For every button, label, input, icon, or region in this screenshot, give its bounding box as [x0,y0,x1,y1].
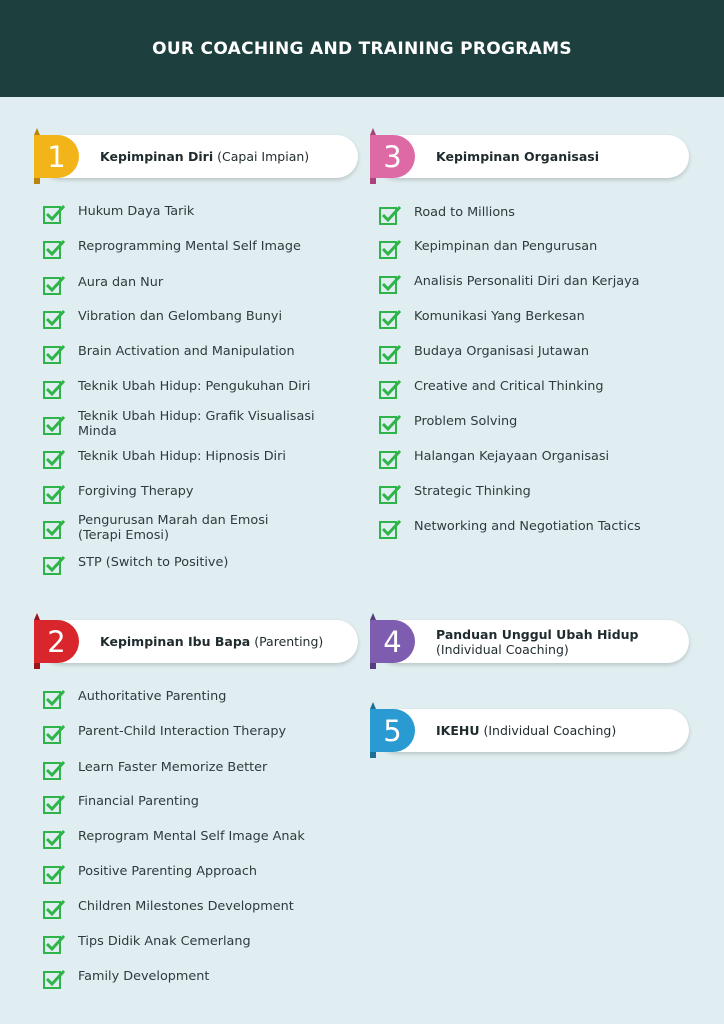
program-5-title-rest: (Individual Coaching) [479,723,617,738]
list-item-text: Forgiving Therapy [78,484,194,499]
badge-tail [370,178,376,184]
check-icon [43,275,65,295]
check-icon [379,379,401,399]
check-icon [379,484,401,504]
list-item [43,724,333,744]
check-icon [43,829,65,849]
list-item [43,689,333,709]
check-icon [43,309,65,329]
page-header [0,0,724,97]
badge-tail [370,663,376,669]
list-item [379,274,704,294]
program-2-title [100,620,350,663]
list-item [43,555,333,575]
badge-tab [34,128,40,135]
program-5-title-bold: IKEHU [436,723,480,738]
check-icon [43,934,65,954]
badge-tab [370,702,376,709]
badge-tab [370,613,376,620]
badge-tab [34,613,40,620]
list-item [43,829,333,849]
program-4-title [436,620,686,663]
list-item-text: Komunikasi Yang Berkesan [414,309,585,324]
check-icon [43,239,65,259]
list-item-text: Networking and Negotiation Tactics [414,519,641,534]
list-item-text: Positive Parenting Approach [78,864,258,879]
badge-tail [34,178,40,184]
program-3-number-badge: 3 [370,135,415,178]
list-item [43,379,333,399]
check-icon [379,205,401,225]
list-item-text: Hukum Daya Tarik [78,204,195,219]
list-item [43,484,333,504]
check-icon [43,689,65,709]
list-item-text: Financial Parenting [78,794,199,809]
list-item [43,760,333,780]
check-icon [43,415,65,435]
list-item [43,309,333,329]
list-item-text: Halangan Kejayaan Organisasi [414,449,610,464]
program-5-number-badge: 5 [370,709,415,752]
program-3-title [436,135,686,178]
check-icon [43,519,65,539]
check-icon [379,519,401,539]
program-4-title-bold: Panduan Unggul Ubah Hidup [436,626,639,642]
list-item [43,513,293,543]
program-1-number-badge: 1 [34,135,79,178]
program-1-title-rest: (Capai Impian) [213,149,310,164]
list-item-text: Reprogram Mental Self Image Anak [78,829,305,844]
list-item [43,934,333,954]
program-5-title [436,709,686,752]
list-item-text: Family Development [78,969,210,984]
list-item-text: Pengurusan Marah dan Emosi (Terapi Emosi) [78,513,269,543]
list-item-text: Budaya Organisasi Jutawan [414,344,590,359]
badge-tail [34,663,40,669]
list-item [43,969,333,989]
list-item-text: Children Milestones Development [78,899,294,914]
check-icon [43,555,65,575]
list-item [379,484,669,504]
program-2-title-bold: Kepimpinan Ibu Bapa [100,634,251,649]
list-item [43,864,333,884]
list-item-text: Teknik Ubah Hidup: Pengukuhan Diri [78,379,311,394]
list-item [379,239,669,259]
list-item [379,379,669,399]
program-1-title [100,135,350,178]
check-icon [43,864,65,884]
list-item-text: Teknik Ubah Hidup: Hipnosis Diri [78,449,286,464]
list-item [43,239,333,259]
check-icon [43,724,65,744]
check-icon [43,484,65,504]
check-icon [43,449,65,469]
check-icon [43,760,65,780]
list-item [43,204,333,224]
list-item-text: Aura dan Nur [78,275,164,290]
check-icon [43,379,65,399]
check-icon [379,414,401,434]
list-item [379,309,669,329]
check-icon [43,969,65,989]
list-item-text: Road to Millions [414,205,515,220]
list-item [379,449,669,469]
program-4-number-badge: 4 [370,620,415,663]
check-icon [43,204,65,224]
list-item-text: Creative and Critical Thinking [414,379,604,394]
check-icon [379,239,401,259]
program-2-title-rest: (Parenting) [250,634,324,649]
badge-tab [370,128,376,135]
list-item [43,275,333,295]
list-item [43,344,333,364]
list-item [43,899,333,919]
list-item-text: Authoritative Parenting [78,689,227,704]
list-item-text: Vibration dan Gelombang Bunyi [78,309,283,324]
program-3-title-bold: Kepimpinan Organisasi [436,149,599,164]
page-title: OUR COACHING AND TRAINING PROGRAMS [152,38,572,59]
badge-tail [370,752,376,758]
check-icon [379,274,401,294]
list-item [379,205,669,225]
list-item-text: Analisis Personaliti Diri dan Kerjaya [414,274,640,289]
check-icon [43,899,65,919]
check-icon [379,309,401,329]
check-icon [379,449,401,469]
list-item-text: STP (Switch to Positive) [78,555,229,570]
program-1-title-bold: Kepimpinan Diri [100,149,214,164]
list-item-text: Brain Activation and Manipulation [78,344,295,359]
list-item-text: Tips Didik Anak Cemerlang [78,934,251,949]
program-2-number-badge: 2 [34,620,79,663]
list-item [379,519,704,539]
check-icon [379,344,401,364]
list-item-text: Kepimpinan dan Pengurusan [414,239,598,254]
list-item [379,344,669,364]
list-item [43,409,328,439]
list-item [43,794,333,814]
list-item-text: Parent-Child Interaction Therapy [78,724,287,739]
list-item-text: Teknik Ubah Hidup: Grafik Visualisasi Minda [78,409,315,439]
list-item-text: Strategic Thinking [414,484,531,499]
list-item-text: Reprogramming Mental Self Image [78,239,301,254]
list-item-text: Learn Faster Memorize Better [78,760,268,775]
check-icon [43,344,65,364]
list-item [379,414,669,434]
check-icon [43,794,65,814]
list-item-text: Problem Solving [414,414,518,429]
list-item [43,449,333,469]
program-4-title-rest: (Individual Coaching) [436,641,569,657]
